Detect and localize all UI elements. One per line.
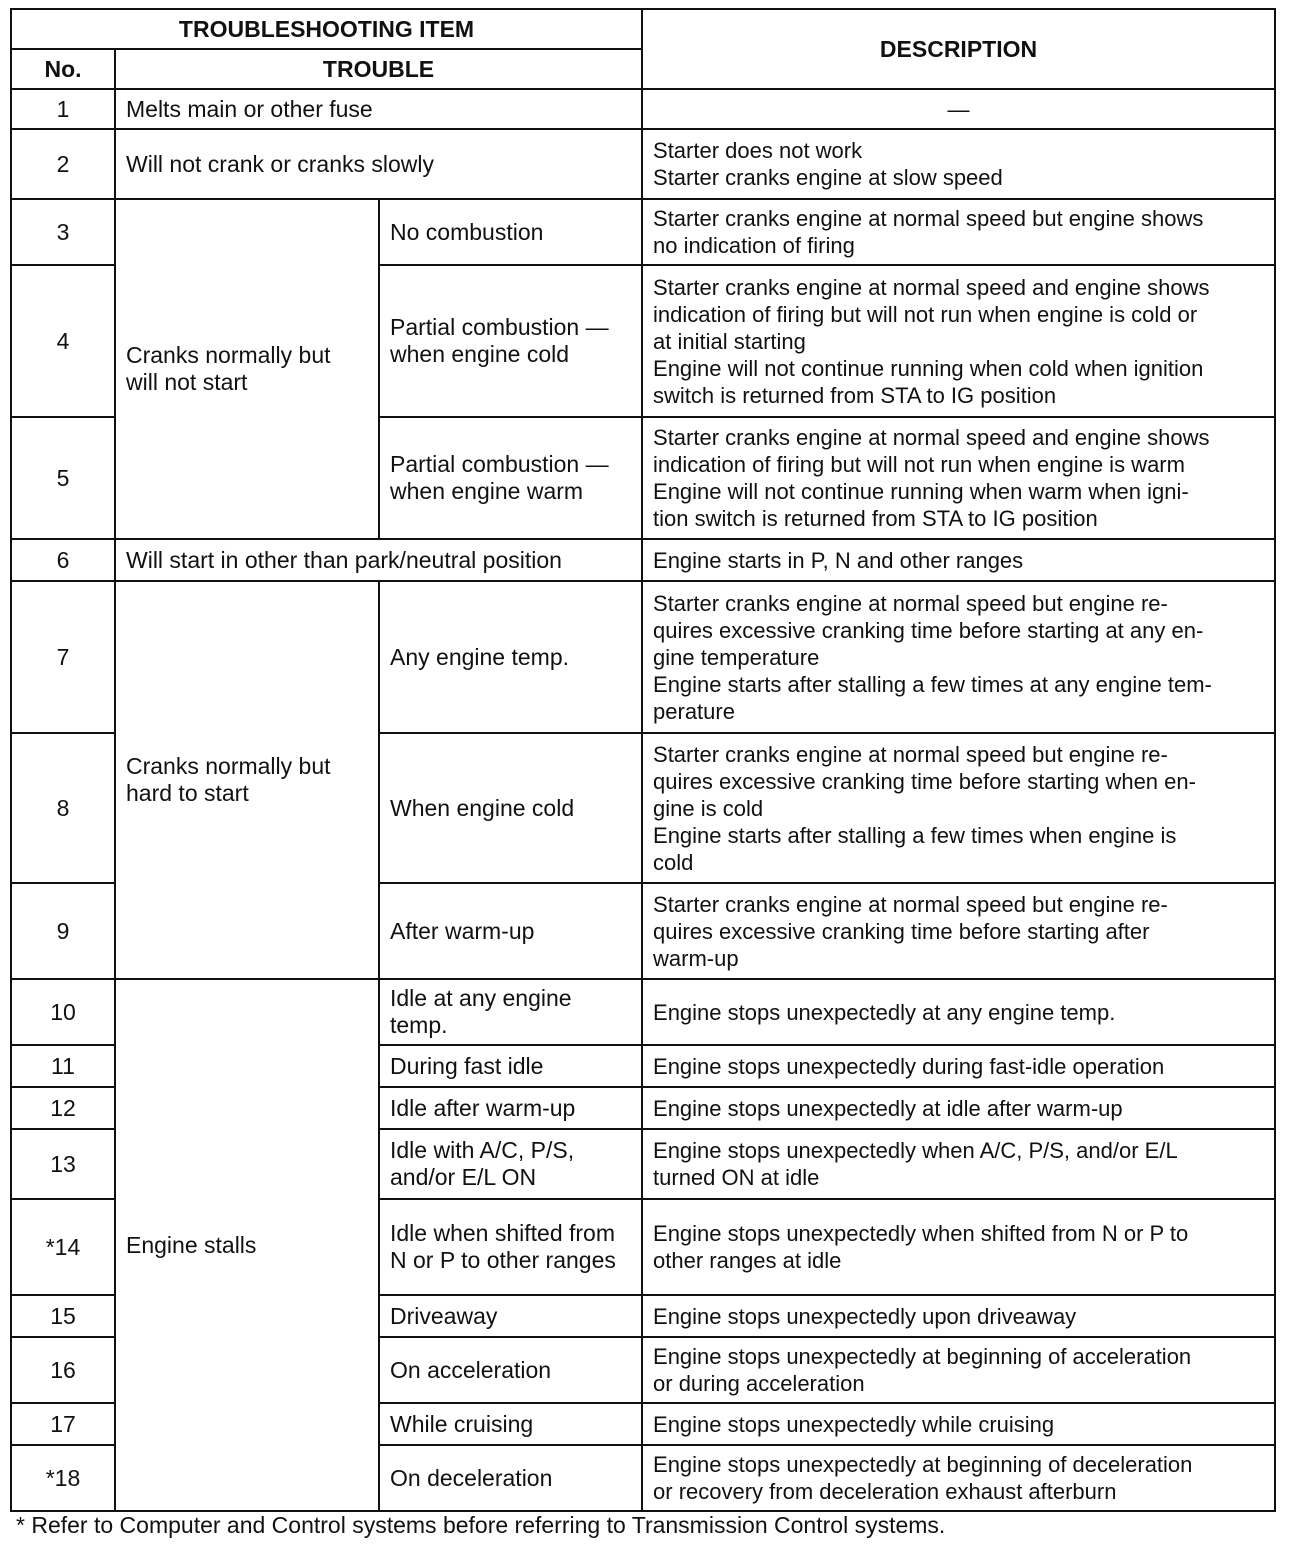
description-cell — [642, 1445, 1275, 1511]
trouble-detail-cell: Idle after warm-up — [379, 1087, 642, 1129]
description-line: Engine starts after stalling a few times when engine is — [653, 822, 1177, 848]
description-line: switch is returned from STA to IG position — [653, 382, 1057, 408]
trouble-header: TROUBLE — [115, 49, 642, 89]
trouble-detail-cell: Any engine temp. — [379, 581, 642, 733]
description-cell — [642, 1087, 1275, 1129]
description-line: Engine stops unexpectedly when shifted from N or P to — [653, 1221, 1189, 1246]
description-cell — [642, 1403, 1275, 1445]
trouble-detail-cell: Driveaway — [379, 1295, 642, 1337]
description-line: Engine stops unexpectedly at beginning of acceleration — [653, 1344, 1192, 1369]
table-row — [11, 979, 1275, 1045]
trouble-cell: Will not crank or cranks slowly — [115, 129, 642, 199]
description-line: quires excessive cranking time before starting when en- — [653, 768, 1196, 794]
description-line: indication of firing but will not run when engine is warm — [653, 452, 1185, 477]
description-line: Engine starts in P, N and other ranges — [653, 547, 1024, 573]
description-line: Engine stops unexpectedly during fast-idle operation — [653, 1053, 1165, 1079]
description-line: cold — [653, 849, 694, 875]
description-cell — [642, 979, 1275, 1045]
row-number: 7 — [11, 581, 115, 733]
trouble-group-cell: Cranks normally but will not start — [115, 199, 379, 539]
description-cell — [642, 417, 1275, 539]
row-number: 3 — [11, 199, 115, 265]
row-number: 8 — [11, 733, 115, 883]
row-number: 13 — [11, 1129, 115, 1199]
description-cell — [642, 199, 1275, 265]
row-number: 2 — [11, 129, 115, 199]
description-line: quires excessive cranking time before starting after — [653, 918, 1150, 944]
table-body — [11, 89, 1275, 1511]
description-line: or recovery from deceleration exhaust afterburn — [653, 1479, 1117, 1504]
description-line: quires excessive cranking time before starting at any en- — [653, 617, 1204, 643]
description-line: gine temperature — [653, 644, 820, 670]
trouble-detail-cell: During fast idle — [379, 1045, 642, 1087]
description-line: Engine stops unexpectedly while cruising — [653, 1411, 1055, 1437]
description-cell — [642, 539, 1275, 581]
trouble-group-cell: Cranks normally but hard to start — [115, 581, 379, 979]
trouble-detail-cell: After warm-up — [379, 883, 642, 979]
description-line: Engine will not continue running when cold when ignition — [653, 355, 1204, 381]
description-line: Starter cranks engine at normal speed but engine shows — [653, 206, 1204, 231]
description-line: gine is cold — [653, 795, 764, 821]
description-cell — [642, 733, 1275, 883]
description-line: perature — [653, 698, 735, 724]
description-cell — [642, 1337, 1275, 1403]
description-line: Starter cranks engine at normal speed and engine shows — [653, 274, 1210, 300]
trouble-detail-cell: When engine cold — [379, 733, 642, 883]
row-number: 10 — [11, 979, 115, 1045]
description-line: Engine stops unexpectedly upon driveaway — [653, 1303, 1077, 1329]
trouble-cell: Melts main or other fuse — [115, 89, 642, 129]
troubleshooting-item-header: TROUBLESHOOTING ITEM — [11, 9, 642, 49]
row-number: 16 — [11, 1337, 115, 1403]
description-line: no indication of firing — [653, 233, 855, 258]
description-cell — [642, 89, 1275, 129]
trouble-detail-cell: While cruising — [379, 1403, 642, 1445]
table-row — [11, 539, 1275, 581]
trouble-detail-cell: No combustion — [379, 199, 642, 265]
description-line: Engine will not continue running when warm when igni- — [653, 479, 1189, 504]
description-line: Starter cranks engine at normal speed but engine re- — [653, 590, 1168, 616]
row-number: 11 — [11, 1045, 115, 1087]
trouble-detail-cell: Idle at any engine temp. — [379, 979, 642, 1045]
description-cell — [642, 129, 1275, 199]
description-line: Engine stops unexpectedly at idle after warm-up — [653, 1095, 1123, 1121]
description-line: Engine stops unexpectedly when A/C, P/S, and/or E/L — [653, 1138, 1178, 1163]
description-cell — [642, 1199, 1275, 1295]
description-line: other ranges at idle — [653, 1248, 842, 1273]
description-line: Starter cranks engine at normal speed but engine re- — [653, 741, 1168, 767]
row-number: 1 — [11, 89, 115, 129]
description-cell — [642, 581, 1275, 733]
description-line: Starter cranks engine at normal speed and engine shows — [653, 425, 1210, 450]
description-line: — — [947, 96, 970, 122]
row-number: 9 — [11, 883, 115, 979]
trouble-detail-cell: Idle when shifted from N or P to other ranges — [379, 1199, 642, 1295]
description-line: at initial starting — [653, 328, 806, 354]
description-line: Starter does not work — [653, 138, 863, 163]
trouble-detail-cell: On acceleration — [379, 1337, 642, 1403]
row-number: 5 — [11, 417, 115, 539]
trouble-detail-cell: Partial combustion — when engine cold — [379, 265, 642, 417]
description-line: Engine stops unexpectedly at any engine temp. — [653, 999, 1116, 1025]
description-cell — [642, 883, 1275, 979]
no-header: No. — [11, 49, 115, 89]
description-cell — [642, 1295, 1275, 1337]
description-line: Starter cranks engine at slow speed — [653, 165, 1003, 190]
row-number: 4 — [11, 265, 115, 417]
row-number: 15 — [11, 1295, 115, 1337]
description-line: Engine stops unexpectedly at beginning of deceleration — [653, 1452, 1193, 1477]
table-row — [11, 129, 1275, 199]
table-row — [11, 581, 1275, 733]
trouble-detail-cell: On deceleration — [379, 1445, 642, 1511]
trouble-detail-cell: Partial combustion — when engine warm — [379, 417, 642, 539]
footnote: * Refer to Computer and Control systems before referring to Transmission Control systems. — [16, 1512, 946, 1538]
description-line: turned ON at idle — [653, 1165, 820, 1190]
row-number: 12 — [11, 1087, 115, 1129]
description-header: DESCRIPTION — [642, 9, 1275, 89]
description-line: warm-up — [653, 945, 739, 971]
description-cell — [642, 1045, 1275, 1087]
row-number: *14 — [11, 1199, 115, 1295]
description-line: indication of firing but will not run when engine is cold or — [653, 301, 1198, 327]
table-row — [11, 199, 1275, 265]
description-line: Engine starts after stalling a few times at any engine tem- — [653, 671, 1212, 697]
description-cell — [642, 1129, 1275, 1199]
description-line: or during acceleration — [653, 1371, 865, 1396]
description-cell — [642, 265, 1275, 417]
troubleshooting-table — [10, 8, 1276, 1512]
trouble-cell: Will start in other than park/neutral position — [115, 539, 642, 581]
row-number: *18 — [11, 1445, 115, 1511]
table-row — [11, 89, 1275, 129]
row-number: 17 — [11, 1403, 115, 1445]
trouble-group-cell: Engine stalls — [115, 979, 379, 1511]
trouble-detail-cell: Idle with A/C, P/S, and/or E/L ON — [379, 1129, 642, 1199]
description-line: Starter cranks engine at normal speed but engine re- — [653, 891, 1168, 917]
row-number: 6 — [11, 539, 115, 581]
description-line: tion switch is returned from STA to IG position — [653, 506, 1098, 531]
